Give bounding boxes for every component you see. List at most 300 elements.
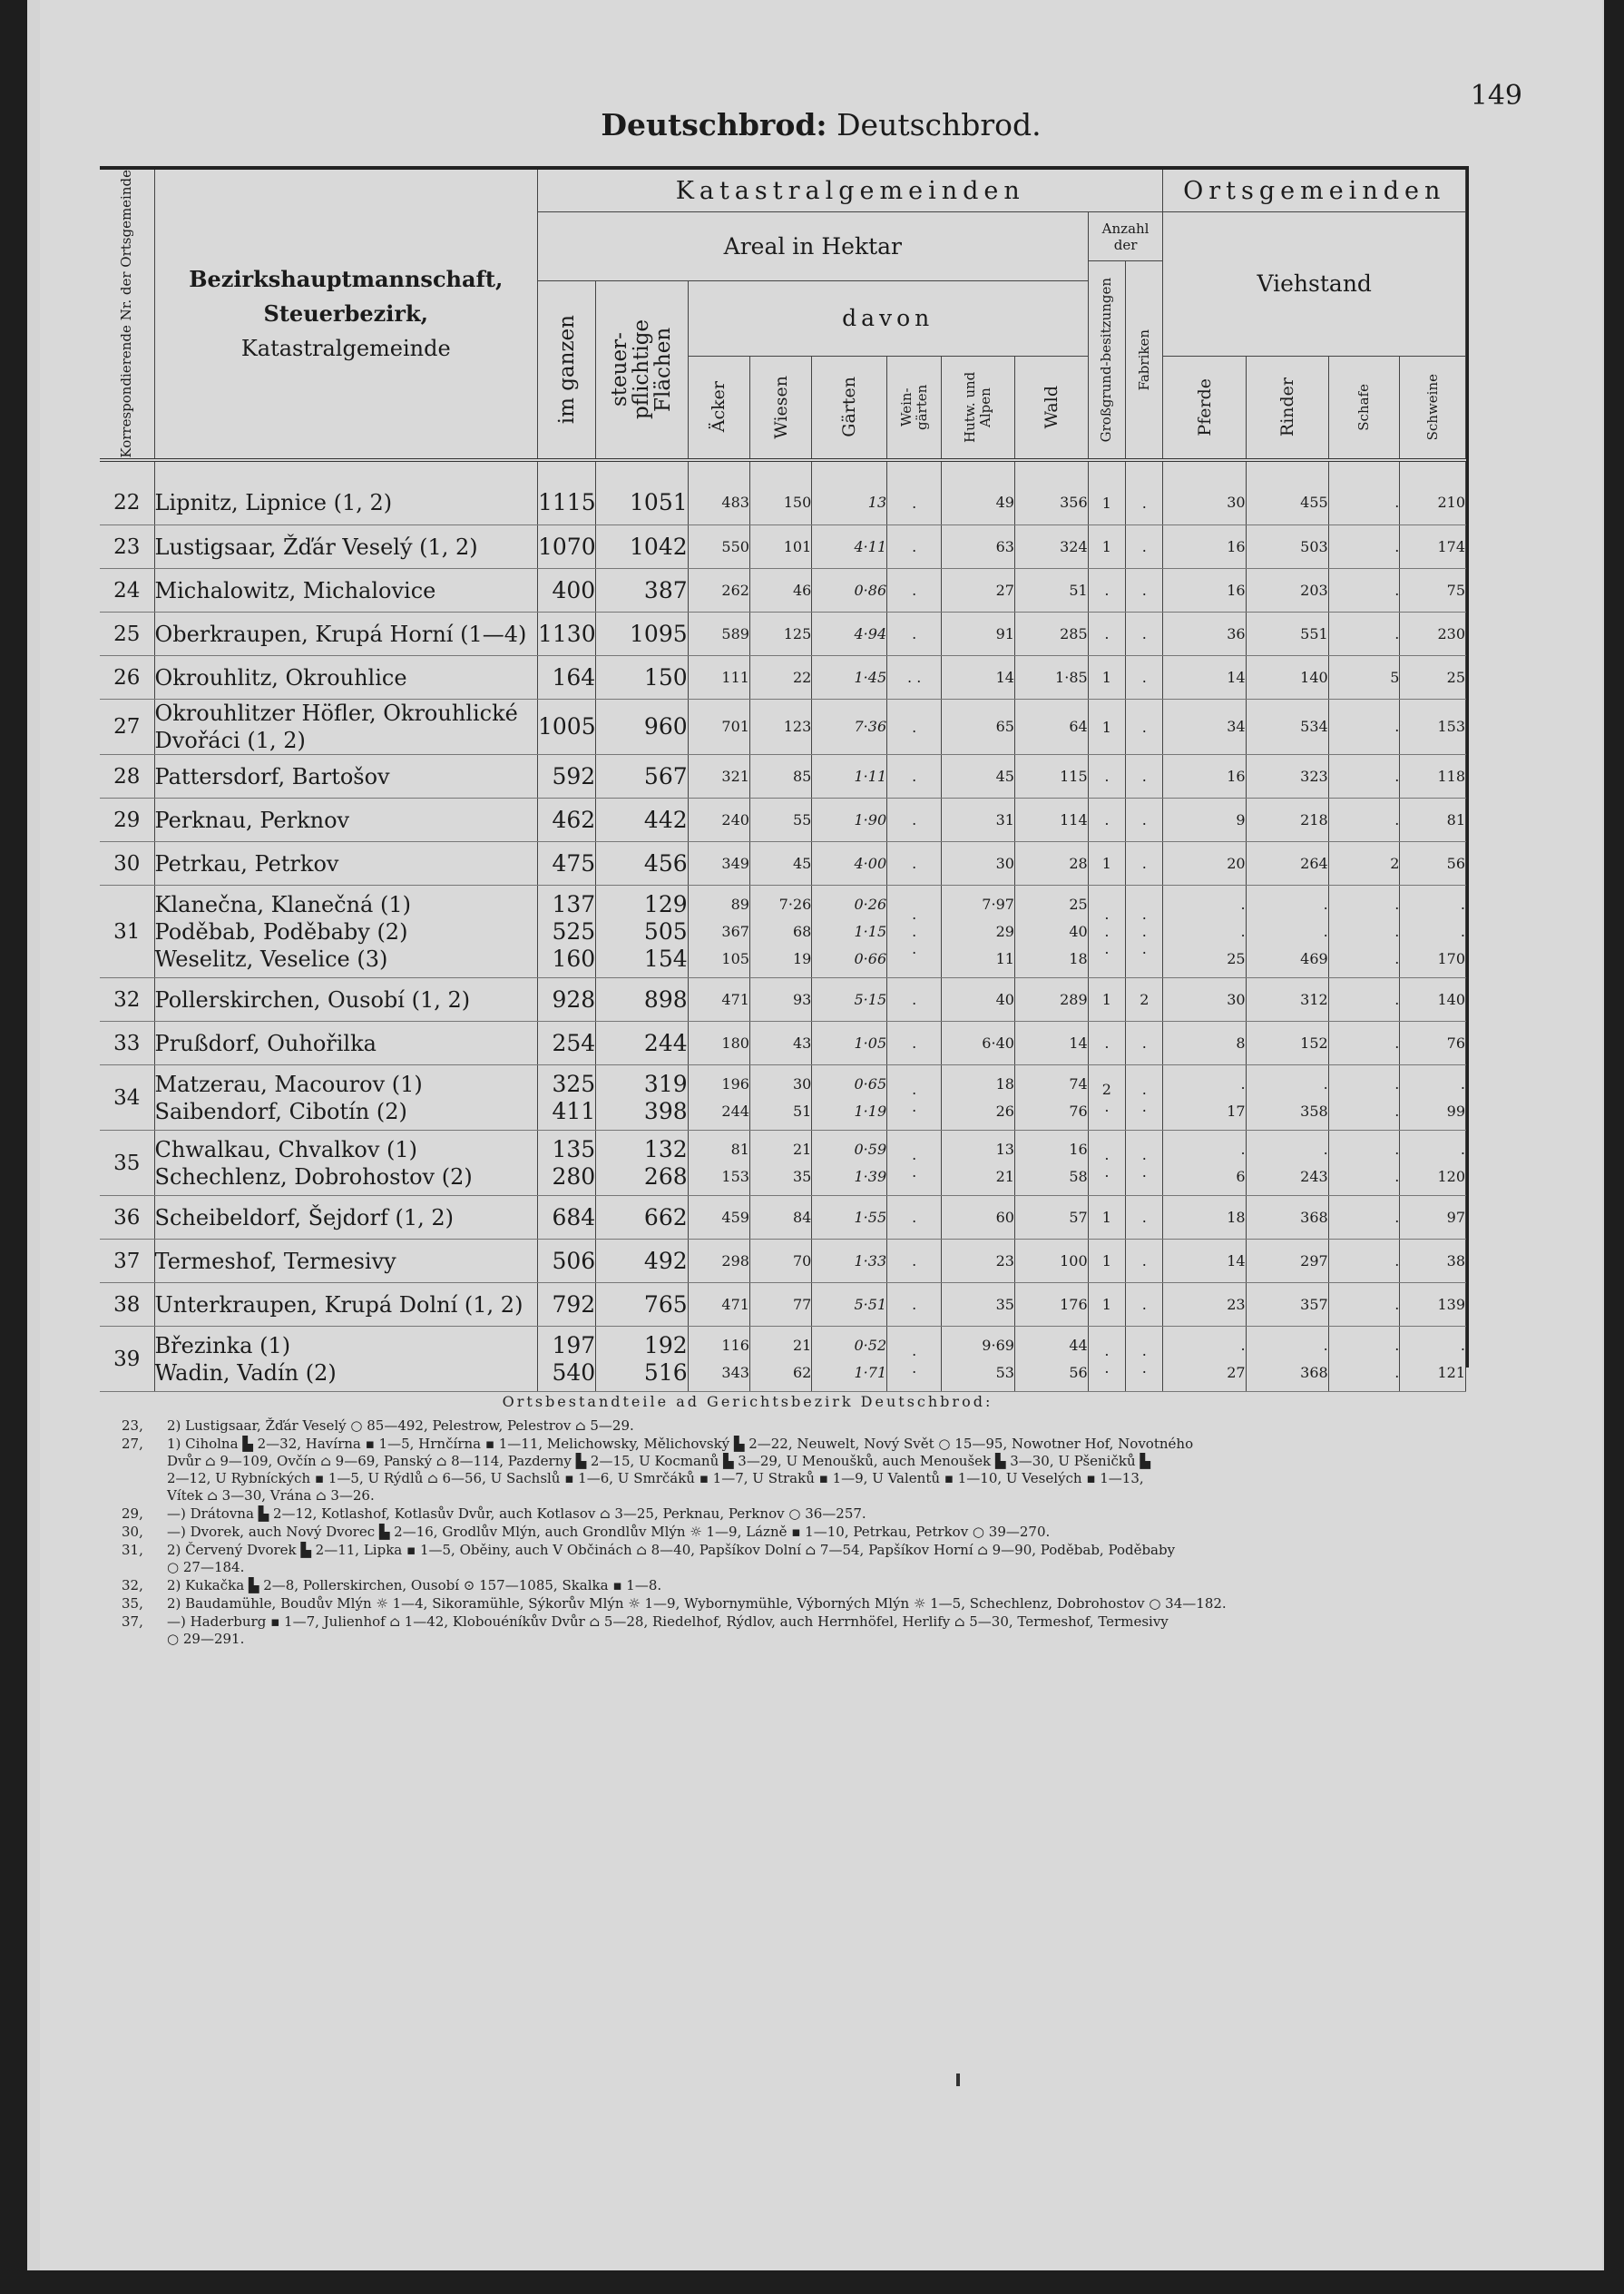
cell-schafe [1328,1131,1400,1196]
municipality-name: Oberkraupen, Krupá Horní (1—4) [154,621,527,647]
cell-wald [1014,1240,1088,1283]
cell-gross [1088,1196,1125,1240]
value-schweine: 153 [1437,718,1465,736]
hutw-label: Hutw. und Alpen [962,371,994,443]
cell-wald [1014,525,1088,569]
cell-schweine [1400,799,1466,842]
value-wald: 115 [1060,767,1088,785]
cell-steuer [596,1240,688,1283]
value-schweine: 174 [1437,537,1465,555]
footnote-line: 2) Kukačka ▙ 2—8, Pollerskirchen, Ousobí ⊙ 157—1085, Skalka ▪ 1—8. [167,1577,662,1593]
value-wiesen: 21 [792,1336,812,1354]
cell-ganzen [537,482,595,525]
value-pferde: 14 [1227,668,1246,686]
value-gaerten: 5·51 [854,1295,887,1313]
rinder-label: Rinder [1277,377,1297,437]
value-gross: . [1104,923,1110,941]
cell-steuer [596,569,688,613]
municipality-name: Schechlenz, Dobrohostov (2) [154,1163,473,1190]
cell-ganzen [537,525,595,569]
footnote-text [167,1613,1482,1648]
value-hutw: 49 [995,494,1014,512]
value-schafe: . [1394,895,1400,913]
value-schafe: 5 [1390,668,1400,686]
cell-rinder [1246,482,1328,525]
value-pferde: 30 [1227,990,1246,1008]
value-acker: 367 [721,922,749,940]
table-row [100,1240,1466,1283]
value-wein: . [912,906,917,924]
value-gross: 1 [1101,1209,1111,1227]
cell-ganzen [537,1196,595,1240]
value-gross: 1 [1101,718,1111,736]
value-schweine: 139 [1437,1295,1465,1313]
value-schafe: . [1394,1167,1400,1185]
row-number: 36 [100,1196,154,1240]
cell-schweine [1400,569,1466,613]
cell-fabr [1126,978,1163,1022]
cell-ganzen [537,700,595,755]
municipality-name: Březinka (1) [154,1332,291,1358]
value-gross: . [1104,1145,1110,1163]
cell-acker [688,1131,749,1196]
value-pferde: 14 [1227,1251,1246,1270]
value-ganzen: 1070 [537,533,596,560]
value-wald: 1·85 [1055,668,1088,686]
value-acker: 298 [721,1251,749,1270]
row-number: 37 [100,1240,154,1283]
cell-ganzen [537,1065,595,1131]
col-head-pferde [1163,356,1246,460]
cell-schafe [1328,613,1400,656]
value-schweine: 120 [1437,1167,1465,1185]
cell-hutw [942,613,1015,656]
cell-wein [887,1022,942,1065]
cell-acker [688,842,749,886]
cell-fabr [1126,1240,1163,1283]
value-rinder: 203 [1300,581,1328,599]
value-wiesen: 45 [792,854,812,872]
value-wiesen: 93 [792,990,812,1008]
cell-rinder [1246,656,1328,700]
cell-pferde [1163,569,1246,613]
cell-schweine [1400,1283,1466,1327]
value-gross: 2 [1101,1080,1111,1098]
value-schafe: . [1394,1208,1400,1226]
row-municipality [154,842,537,886]
cell-rinder [1246,525,1328,569]
value-pferde: 25 [1227,949,1246,967]
col-head-rinder [1246,356,1328,460]
value-wald: 285 [1060,624,1088,642]
cell-fabr [1126,656,1163,700]
value-fabr: . [1141,669,1147,687]
value-gaerten: 1·55 [854,1208,887,1226]
value-steuer: 442 [643,806,688,833]
value-gaerten: 1·19 [854,1102,887,1120]
title-district: Deutschbrod: [601,107,827,142]
cell-steuer [596,886,688,978]
header-separator [100,460,1466,482]
cell-wiesen [749,613,811,656]
cell-acker [688,978,749,1022]
row-municipality [154,755,537,799]
value-schafe: . [1394,1336,1400,1354]
value-hutw: 6·40 [982,1034,1014,1052]
table-row [100,1196,1466,1240]
cell-gaerten [812,482,887,525]
value-fabr: . [1141,1296,1147,1314]
value-wald: 74 [1069,1074,1088,1093]
value-wiesen: 19 [792,949,812,967]
table-body [100,460,1466,1392]
footnotes-list [122,1417,1482,1648]
value-schafe: . [1394,718,1400,736]
value-rinder: 218 [1300,810,1328,828]
value-ganzen: 400 [552,576,596,603]
wein-label: Wein-gärten [897,384,930,430]
value-wiesen: 35 [792,1167,812,1185]
cell-wein [887,1283,942,1327]
page-title [40,107,1602,142]
group-davon: davon [688,280,1088,356]
value-steuer: 132 [643,1135,688,1162]
cell-rinder [1246,799,1328,842]
cell-gaerten [812,755,887,799]
cell-wiesen [749,1283,811,1327]
col-head-ganzen [537,280,595,459]
cell-hutw [942,1283,1015,1327]
cell-gross [1088,1065,1125,1131]
value-ganzen: 411 [552,1097,596,1124]
cell-steuer [596,1283,688,1327]
value-pferde: 16 [1227,537,1246,555]
table-row [100,1022,1466,1065]
cell-steuer [596,1065,688,1131]
footnote-key: 27, [122,1436,143,1452]
value-acker: 153 [721,1167,749,1185]
cell-pferde [1163,656,1246,700]
cell-acker [688,1327,749,1392]
cell-wein [887,1196,942,1240]
value-wein: . [912,582,917,600]
value-acker: 321 [721,767,749,785]
cell-schafe [1328,1196,1400,1240]
cell-wiesen [749,1131,811,1196]
value-wald: 114 [1060,810,1088,828]
value-wiesen: 70 [792,1251,812,1270]
col-head-wein [887,356,942,460]
municipality-name: Petrkau, Petrkov [154,850,339,877]
cell-rinder [1246,569,1328,613]
row-number: 28 [100,755,154,799]
cell-fabr [1126,525,1163,569]
cell-acker [688,799,749,842]
value-hutw: 18 [995,1074,1014,1093]
municipality-name: Pattersdorf, Bartošov [154,763,390,789]
cell-pferde [1163,1022,1246,1065]
footnote-text [167,1417,1482,1435]
col-head-schweine [1400,356,1466,460]
value-rinder: . [1323,922,1328,940]
row-number: 30 [100,842,154,886]
value-schweine: . [1460,1074,1465,1093]
value-wald: 28 [1069,854,1088,872]
value-schweine: 81 [1446,810,1465,828]
value-gaerten: 1·71 [854,1363,887,1381]
cell-wald [1014,1065,1088,1131]
value-gaerten: 13 [867,494,887,512]
value-steuer: 567 [643,762,688,789]
value-ganzen: 135 [552,1135,596,1162]
value-wald: 18 [1069,949,1088,967]
value-gross: . [1104,1034,1110,1053]
municipality-name: Unterkraupen, Krupá Dolní (1, 2) [154,1291,523,1318]
cell-rinder [1246,1240,1328,1283]
value-gaerten: 1·39 [854,1167,887,1185]
value-ganzen: 684 [552,1203,596,1230]
row-number: 31 [100,886,154,978]
value-wein: . [912,1252,917,1270]
value-wald: 57 [1069,1208,1088,1226]
footnote-key: 37, [122,1613,143,1630]
district-line3: Katastralgemeinde [240,335,451,361]
value-hutw: 40 [995,990,1014,1008]
row-number: 32 [100,978,154,1022]
cell-gaerten [812,613,887,656]
value-gaerten: 0·66 [854,949,887,967]
value-fabr: . [1141,940,1147,958]
cell-wein [887,1131,942,1196]
value-wein: . [912,1358,917,1377]
cell-rinder [1246,1196,1328,1240]
cell-schafe [1328,656,1400,700]
cell-wiesen [749,482,811,525]
cell-rinder [1246,1065,1328,1131]
col-head-gross [1088,261,1125,460]
table-row [100,569,1466,613]
cell-wein [887,1065,942,1131]
value-pferde: 16 [1227,581,1246,599]
value-steuer: 192 [643,1331,688,1358]
value-fabr: . [1141,923,1147,941]
value-wiesen: 22 [792,668,812,686]
value-ganzen: 1130 [537,620,596,647]
value-wiesen: 21 [792,1140,812,1158]
value-gaerten: 0·52 [854,1336,887,1354]
row-number: 22 [100,482,154,525]
value-steuer: 505 [643,917,688,945]
row-municipality [154,1022,537,1065]
cell-schafe [1328,525,1400,569]
value-gross: . [1104,1162,1110,1181]
cell-pferde [1163,978,1246,1022]
value-wald: 58 [1069,1167,1088,1185]
cell-fabr [1126,1283,1163,1327]
value-rinder: . [1323,895,1328,913]
cell-schweine [1400,886,1466,978]
cell-wein [887,886,942,978]
value-rinder: 469 [1300,949,1328,967]
value-rinder: . [1323,1074,1328,1093]
value-gaerten: 0·59 [854,1140,887,1158]
cell-gross [1088,700,1125,755]
cell-ganzen [537,1283,595,1327]
cell-schweine [1400,1065,1466,1131]
footnote-key: 23, [122,1417,143,1434]
value-schweine: 170 [1437,949,1465,967]
value-acker: 105 [721,949,749,967]
cell-gaerten [812,1240,887,1283]
row-municipality [154,886,537,978]
value-schafe: . [1394,810,1400,828]
value-rinder: 551 [1300,624,1328,642]
footnote [122,1613,1482,1648]
footnote-line: 2—12, U Rybníckých ▪ 1—5, U Rýdlů ⌂ 6—56, U Sachslů ▪ 1—6, U Smrčáků ▪ 1—7, U Straků ▪ 1—9, U Valentů ▪ 1—10, U Veselých ▪ 1—13, [167,1470,1144,1486]
cell-fabr [1126,755,1163,799]
value-ganzen: 164 [552,663,596,691]
cell-acker [688,1283,749,1327]
cell-rinder [1246,978,1328,1022]
col-head-nr [100,170,154,460]
table-row [100,1131,1466,1196]
cell-gaerten [812,700,887,755]
row-municipality [154,978,537,1022]
value-gross: . [1104,1097,1110,1115]
value-fabr: . [1141,1341,1147,1359]
value-wiesen: 150 [783,494,812,512]
value-ganzen: 280 [552,1162,596,1190]
value-gross: . [1104,768,1110,786]
footnote-line: Dvůr ⌂ 9—109, Ovčín ⌂ 9—69, Panský ⌂ 8—114, Pazderny ▙ 2—15, U Kocmanů ▙ 3—29, U Menoušků, auch Menoušek ▙ 3—30, U Pšeničků ▙ [167,1453,1150,1469]
value-wald: 64 [1069,718,1088,736]
value-steuer: 898 [643,985,688,1013]
cell-rinder [1246,1022,1328,1065]
value-rinder: 323 [1300,767,1328,785]
cell-hutw [942,1327,1015,1392]
steuer-label: steuer-pflichtige Flächen [608,319,676,420]
footnote-text [167,1505,1482,1523]
value-gross: 1 [1101,494,1111,512]
value-schafe: . [1394,1251,1400,1270]
value-fabr: . [1141,1209,1147,1227]
footnote-line: ○ 29—291. [167,1631,245,1647]
row-municipality [154,1196,537,1240]
cell-ganzen [537,1022,595,1065]
value-wein: . [912,1341,917,1359]
value-schafe: . [1394,624,1400,642]
value-steuer: 154 [643,945,688,972]
cell-gaerten [812,1283,887,1327]
row-municipality [154,482,537,525]
value-fabr: . [1141,855,1147,873]
cell-acker [688,755,749,799]
cell-steuer [596,1196,688,1240]
value-wiesen: 43 [792,1034,812,1052]
value-hutw: 45 [995,767,1014,785]
value-wein: . [912,718,917,736]
cell-ganzen [537,1327,595,1392]
value-gross: 1 [1101,1296,1111,1314]
footnote [122,1577,1482,1594]
value-hutw: 29 [995,922,1014,940]
value-gross: . [1104,811,1110,829]
value-wald: 176 [1060,1295,1088,1313]
cell-gross [1088,1131,1125,1196]
value-schweine: 140 [1437,990,1465,1008]
value-wald: 289 [1060,990,1088,1008]
cell-gaerten [812,1065,887,1131]
value-schafe: . [1394,1102,1400,1120]
cell-steuer [596,656,688,700]
cell-wein [887,1327,942,1392]
row-number: 35 [100,1131,154,1196]
cell-hutw [942,1022,1015,1065]
cell-wein [887,482,942,525]
wald-label: Wald [1041,385,1061,429]
row-number: 25 [100,613,154,656]
cell-schafe [1328,1022,1400,1065]
col-head-acker [688,356,749,460]
footnote-line: 2) Baudamühle, Boudův Mlýn ☼ 1—4, Sikoramühle, Sýkorův Mlýn ☼ 1—9, Wybornymühle, Výborných Mlýn ☼ 1—5, Schechlenz, Dobrohostov ○ 34—182. [167,1595,1227,1612]
cell-wein [887,700,942,755]
page-number: 149 [1470,80,1522,112]
value-steuer: 662 [643,1203,688,1230]
cell-fabr [1126,886,1163,978]
cell-hutw [942,1131,1015,1196]
cell-schweine [1400,525,1466,569]
footnote-text [167,1595,1482,1613]
value-wiesen: 55 [792,810,812,828]
cell-wald [1014,613,1088,656]
cell-ganzen [537,886,595,978]
value-steuer: 244 [643,1029,688,1056]
value-schweine: . [1460,1140,1465,1158]
value-schweine: 230 [1437,624,1465,642]
value-schafe: . [1394,494,1400,512]
schweine-label: Schweine [1423,373,1441,441]
municipality-name: Okrouhlitzer Höfler, Okrouhlické Dvořáci (1, 2) [154,701,518,754]
value-schafe: . [1394,1034,1400,1052]
footnote-line: —) Dvorek, auch Nový Dvorec ▙ 2—16, Grodlův Mlýn, auch Grondlův Mlýn ☼ 1—9, Lázně ▪ 1—10, Petrkau, Petrkov ○ 39—270. [167,1524,1051,1540]
cell-wald [1014,799,1088,842]
table-row [100,482,1466,525]
value-rinder: . [1323,1140,1328,1158]
value-schweine: 38 [1446,1251,1465,1270]
value-ganzen: 540 [552,1358,596,1386]
value-acker: 111 [721,668,749,686]
value-wein: . [912,625,917,643]
value-ganzen: 462 [552,806,596,833]
value-rinder: 357 [1300,1295,1328,1313]
cell-acker [688,886,749,978]
value-acker: 343 [721,1363,749,1381]
cell-schweine [1400,613,1466,656]
col-head-steuer [596,280,688,459]
cell-schafe [1328,842,1400,886]
row-number: 34 [100,1065,154,1131]
cell-wiesen [749,525,811,569]
cell-gross [1088,613,1125,656]
cell-gaerten [812,799,887,842]
cell-gaerten [812,1131,887,1196]
cell-pferde [1163,482,1246,525]
cell-wiesen [749,1327,811,1392]
ganzen-label: im ganzen [554,315,579,425]
cell-wiesen [749,1022,811,1065]
value-wald: 76 [1069,1102,1088,1120]
cell-ganzen [537,755,595,799]
